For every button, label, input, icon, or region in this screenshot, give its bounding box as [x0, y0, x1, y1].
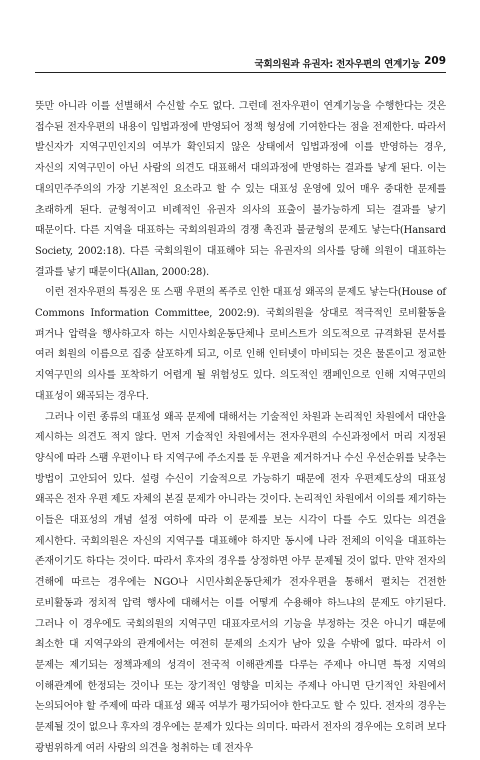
paragraph: 이런 전자우편의 특징은 또 스팸 우편의 폭주로 인한 대표성 왜곡의 문제도 낳는다(House of Commons Information Committee, 2002:9). 국회의원을 상대로 적극적인 로비활동을 펴거나 압력을 행사하고자 하는 시민사회운동단체나 로비스트가 의도적으로 규격화된 문서를 여러 회원의 이름으로 집중 살포하게 되고, 이로 인해 인터넷이 마비되는 것은 물론이고 정교한 지역구민의 의사를 포착하기 어렵게 될 위험성도 있다. 의도적인 캠페인으로 인해 지역구민의 대표성이 왜곡되는 경우다. [35, 287, 446, 402]
running-header [0, 52, 480, 74]
paragraph: 그러나 이런 종류의 대표성 왜곡 문제에 대해서는 기술적인 차원과 논리적인 차원에서 대안을 제시하는 의견도 적지 않다. 먼저 기술적인 차원에서는 전자우편의 수신과정에서 머리 지정된 양식에 따라 스팸 우편이나 타 지역구에 주소지를 둔 우편을 제거하거나 수신 우선순위를 낮추는 방법이 고안되어 있다. 설령 수신이 기술적으로 가능하기 때문에 전자 우편제도상의 대표성 왜곡은 전자 우편 제도 자체의 본질 문제가 아니라는 것이다. 논리적인 차원에서 이의를 제기하는 이들은 대표성의 개념 설정 여하에 따라 이 문제를 보는 시각이 다를 수도 있다는 의견을 제시한다. 국회의원은 자신의 지역구를 대표해야 하지만 동시에 나라 전체의 이익을 대표하는 존재이기도 하다는 것이다. 따라서 후자의 경우를 상정하면 아무 문제될 것이 없다. 만약 전자의 견해에 따르는 경우에는 NGO나 시민사회운동단체가 전자우편을 통해서 펼치는 건전한 로비활동과 정치적 압력 행사에 대해서는 이를 어떻게 수용해야 하느냐의 문제도 야기된다. 그러나 이 경우에도 국회의원의 지역구민 대표자로서의 기능을 부정하는 것은 아니기 때문에 최소한 대 지역구와의 관계에서는 여전히 문제의 소지가 남아 있을 수밖에 없다. 따라서 이 문제는 제기되는 정책과제의 성격이 전국적 이해관계를 다루는 주제나 아니면 특정 지역의 이해관계에 한정되는 것이나 또는 장기적인 영향을 미치는 주제나 아니면 단기적인 차원에서 논의되어야 할 주제에 따라 대표성 왜곡 여부가 평가되어야 한다고도 할 수 있다. 전자의 경우는 문제될 것이 없으나 후자의 경우에는 문제가 있다는 의미다. 따라서 전자의 경우에는 오히려 보다 광범위하게 여러 사람의 의견을 청취하는 데 전자우 [35, 411, 447, 754]
page-number: 209 [424, 55, 446, 67]
running-title: 국회의원과 유권자: 전자우편의 연계기능 [254, 59, 420, 70]
body-text [35, 97, 446, 760]
paragraph: 뜻만 아니라 이를 선별해서 수신할 수도 없다. 그런데 전자우편이 연계기능을 수행한다는 것은 접수된 전자우편의 내용이 입법과정에 반영되어 정책 형성에 기여한다는 점을 전제한다. 따라서 발신자가 지역구민인지의 여부가 확인되지 않은 상태에서 입법과정에 이를 반영하는 경우, 자신의 지역구민이 아닌 사람의 의견도 대표해서 대의과정에 반영하는 결과를 낳게 된다. 이는 대의민주주의의 가장 기본적인 요소라고 할 수 있는 대표성 운영에 있어 매우 중대한 문제를 초래하게 된다. 균형적이고 비례적인 유권자 의사의 표출이 불가능하게 되는 결과를 낳기 때문이다. 다른 지역을 대표하는 국회의원과의 경쟁 촉진과 불균형의 문제도 낳는다(Hansard Society, 2002:18). 다른 국회의원이 대표해야 되는 유권자의 의사를 당해 의원이 대표하는 결과를 낳기 때문이다(Allan, 2000:28). [35, 101, 446, 278]
header-rule [35, 72, 446, 73]
